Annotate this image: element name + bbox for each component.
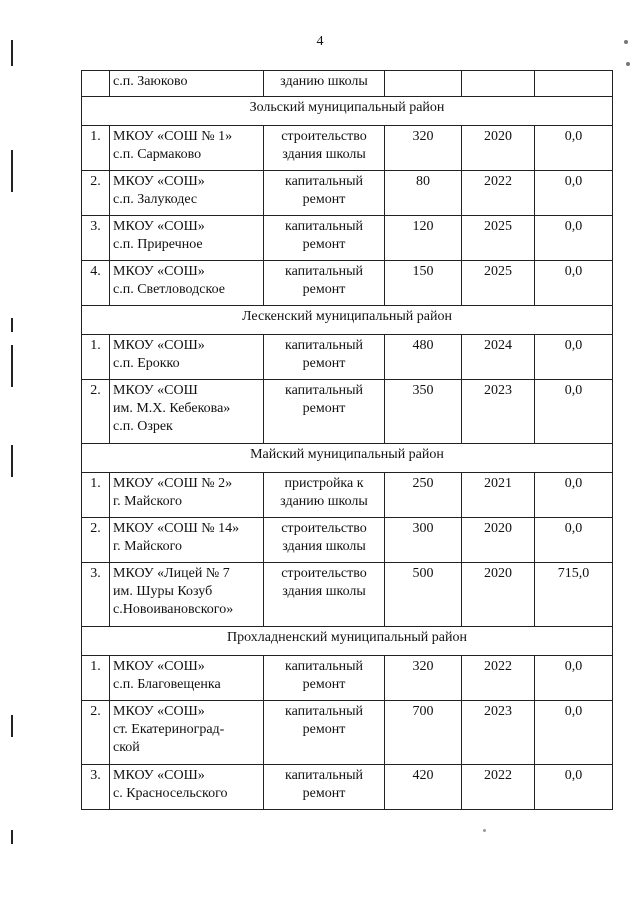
school-name-line: МКОУ «СОШ»: [113, 704, 205, 719]
work-type: [264, 518, 385, 563]
capacity: 80: [385, 171, 462, 216]
work-type: [264, 380, 385, 444]
school-name-line: с. Красносельского: [113, 786, 228, 801]
table-body: [82, 71, 613, 810]
scan-artifact-line: [11, 830, 13, 844]
scan-artifact-line: [11, 318, 13, 332]
district-row: [82, 444, 613, 473]
school-name: [110, 518, 264, 563]
work-type-line: ремонт: [302, 786, 346, 801]
row-number: 2.: [82, 518, 110, 563]
work-type-line: здания школы: [282, 147, 366, 162]
work-type-line: пристройка к: [284, 476, 364, 491]
school-name: [110, 216, 264, 261]
table-row: [82, 71, 613, 97]
school-name: [110, 335, 264, 380]
year: 2022: [462, 656, 535, 701]
row-number: 1.: [82, 473, 110, 518]
table-row: [82, 765, 613, 810]
capacity: 250: [385, 473, 462, 518]
amount: 0,0: [535, 765, 613, 810]
schools-table: [81, 70, 613, 810]
district-name: Майский муниципальный район: [82, 444, 613, 473]
work-type: [264, 656, 385, 701]
school-name: [110, 563, 264, 627]
work-type: [264, 126, 385, 171]
year: 2020: [462, 518, 535, 563]
capacity: 420: [385, 765, 462, 810]
scan-artifact-line: [11, 715, 13, 737]
work-type: [264, 171, 385, 216]
work-type-line: капитальный: [285, 768, 363, 783]
school-name-line: МКОУ «СОШ»: [113, 174, 205, 189]
year: 2023: [462, 380, 535, 444]
amount: 0,0: [535, 380, 613, 444]
year: 2022: [462, 765, 535, 810]
amount: 0,0: [535, 126, 613, 171]
table-row: [82, 216, 613, 261]
district-name: Лескенский муниципальный район: [82, 306, 613, 335]
scan-artifact-line: [11, 150, 13, 192]
work-type-line: капитальный: [285, 659, 363, 674]
school-name-line: с.п. Заюково: [113, 74, 188, 89]
school-name-line: ской: [113, 740, 140, 755]
school-name-line: МКОУ «СОШ: [113, 383, 198, 398]
work-type-line: строительство: [281, 566, 367, 581]
school-name-line: с.п. Благовещенка: [113, 677, 221, 692]
table-row: [82, 126, 613, 171]
school-name-line: МКОУ «СОШ № 2»: [113, 476, 233, 491]
work-type-line: здания школы: [282, 584, 366, 599]
row-number: 2.: [82, 701, 110, 765]
year: 2021: [462, 473, 535, 518]
school-name-line: с.п. Залукодес: [113, 192, 198, 207]
capacity: 480: [385, 335, 462, 380]
district-name: Зольский муниципальный район: [82, 97, 613, 126]
table-row: [82, 335, 613, 380]
school-name-line: с.п. Ерокко: [113, 356, 180, 371]
work-type: [264, 765, 385, 810]
work-type: [264, 563, 385, 627]
school-name-line: им. Шуры Козуб: [113, 584, 213, 599]
row-number: 2.: [82, 171, 110, 216]
school-name-line: МКОУ «СОШ»: [113, 264, 205, 279]
school-name-line: МКОУ «СОШ»: [113, 659, 205, 674]
work-type-line: капитальный: [285, 338, 363, 353]
work-type: [264, 701, 385, 765]
work-type-line: капитальный: [285, 264, 363, 279]
work-type-line: ремонт: [302, 722, 346, 737]
school-name-line: с.п. Озрек: [113, 419, 173, 434]
school-name: [110, 765, 264, 810]
amount: 715,0: [535, 563, 613, 627]
school-name-line: МКОУ «Лицей № 7: [113, 566, 230, 581]
table-row: [82, 473, 613, 518]
work-type-line: зданию школы: [280, 494, 368, 509]
school-name-line: МКОУ «СОШ»: [113, 338, 205, 353]
year: 2020: [462, 563, 535, 627]
capacity: 300: [385, 518, 462, 563]
work-type: [264, 473, 385, 518]
row-number: 4.: [82, 261, 110, 306]
school-name-line: им. М.Х. Кебекова»: [113, 401, 231, 416]
year: 2020: [462, 126, 535, 171]
school-name-line: г. Майского: [113, 539, 183, 554]
school-name: [110, 261, 264, 306]
capacity: 120: [385, 216, 462, 261]
row-number: 1.: [82, 126, 110, 171]
row-number: 3.: [82, 563, 110, 627]
table-row: [82, 656, 613, 701]
scan-artifact-dot: [624, 40, 628, 44]
scan-artifact-line: [11, 445, 13, 477]
capacity: 350: [385, 380, 462, 444]
year: 2025: [462, 216, 535, 261]
row-number: [82, 71, 110, 97]
table-row: [82, 701, 613, 765]
table-row: [82, 518, 613, 563]
work-type: [264, 261, 385, 306]
scan-artifact-line: [11, 345, 13, 387]
work-type-line: капитальный: [285, 704, 363, 719]
year: 2022: [462, 171, 535, 216]
year: 2025: [462, 261, 535, 306]
amount: 0,0: [535, 518, 613, 563]
school-name-line: с.Новоивановского»: [113, 602, 234, 617]
school-name: [110, 656, 264, 701]
work-type: [264, 216, 385, 261]
school-name: [110, 473, 264, 518]
school-name-line: г. Майского: [113, 494, 183, 509]
school-name-line: с.п. Светловодское: [113, 282, 225, 297]
school-name: [110, 171, 264, 216]
work-type-line: ремонт: [302, 282, 346, 297]
capacity: 700: [385, 701, 462, 765]
school-name-line: с.п. Приречное: [113, 237, 203, 252]
capacity: 150: [385, 261, 462, 306]
amount: 0,0: [535, 171, 613, 216]
amount: 0,0: [535, 261, 613, 306]
table-row: [82, 261, 613, 306]
year: [462, 71, 535, 97]
school-name-line: с.п. Сармаково: [113, 147, 202, 162]
school-name: [110, 701, 264, 765]
school-name-line: МКОУ «СОШ № 14»: [113, 521, 240, 536]
row-number: 3.: [82, 765, 110, 810]
amount: [535, 71, 613, 97]
work-type-line: капитальный: [285, 383, 363, 398]
work-type: [264, 71, 385, 97]
work-type-line: строительство: [281, 129, 367, 144]
amount: 0,0: [535, 335, 613, 380]
table-row: [82, 380, 613, 444]
district-name: Прохладненский муниципальный район: [82, 627, 613, 656]
work-type-line: капитальный: [285, 174, 363, 189]
amount: 0,0: [535, 216, 613, 261]
year: 2024: [462, 335, 535, 380]
capacity: [385, 71, 462, 97]
row-number: 2.: [82, 380, 110, 444]
school-name-line: МКОУ «СОШ»: [113, 219, 205, 234]
school-name-line: ст. Екатериноград-: [113, 722, 225, 737]
amount: 0,0: [535, 473, 613, 518]
amount: 0,0: [535, 701, 613, 765]
work-type: [264, 335, 385, 380]
scan-artifact-line: [11, 40, 13, 66]
school-name: [110, 380, 264, 444]
work-type-line: здания школы: [282, 539, 366, 554]
work-type-line: ремонт: [302, 356, 346, 371]
amount: 0,0: [535, 656, 613, 701]
district-row: [82, 627, 613, 656]
work-type-line: капитальный: [285, 219, 363, 234]
scan-artifact-dot: [626, 62, 630, 66]
school-name-line: МКОУ «СОШ»: [113, 768, 205, 783]
capacity: 320: [385, 656, 462, 701]
work-type-line: строительство: [281, 521, 367, 536]
row-number: 1.: [82, 335, 110, 380]
table-row: [82, 563, 613, 627]
capacity: 320: [385, 126, 462, 171]
row-number: 1.: [82, 656, 110, 701]
work-type-line: ремонт: [302, 192, 346, 207]
row-number: 3.: [82, 216, 110, 261]
page-number: 4: [316, 34, 324, 49]
table-row: [82, 171, 613, 216]
work-type-line: зданию школы: [280, 74, 368, 89]
school-name: [110, 71, 264, 97]
capacity: 500: [385, 563, 462, 627]
year: 2023: [462, 701, 535, 765]
work-type-line: ремонт: [302, 237, 346, 252]
work-type-line: ремонт: [302, 401, 346, 416]
district-row: [82, 97, 613, 126]
work-type-line: ремонт: [302, 677, 346, 692]
school-name-line: МКОУ «СОШ № 1»: [113, 129, 233, 144]
school-name: [110, 126, 264, 171]
scan-artifact-dot: [483, 829, 486, 832]
district-row: [82, 306, 613, 335]
